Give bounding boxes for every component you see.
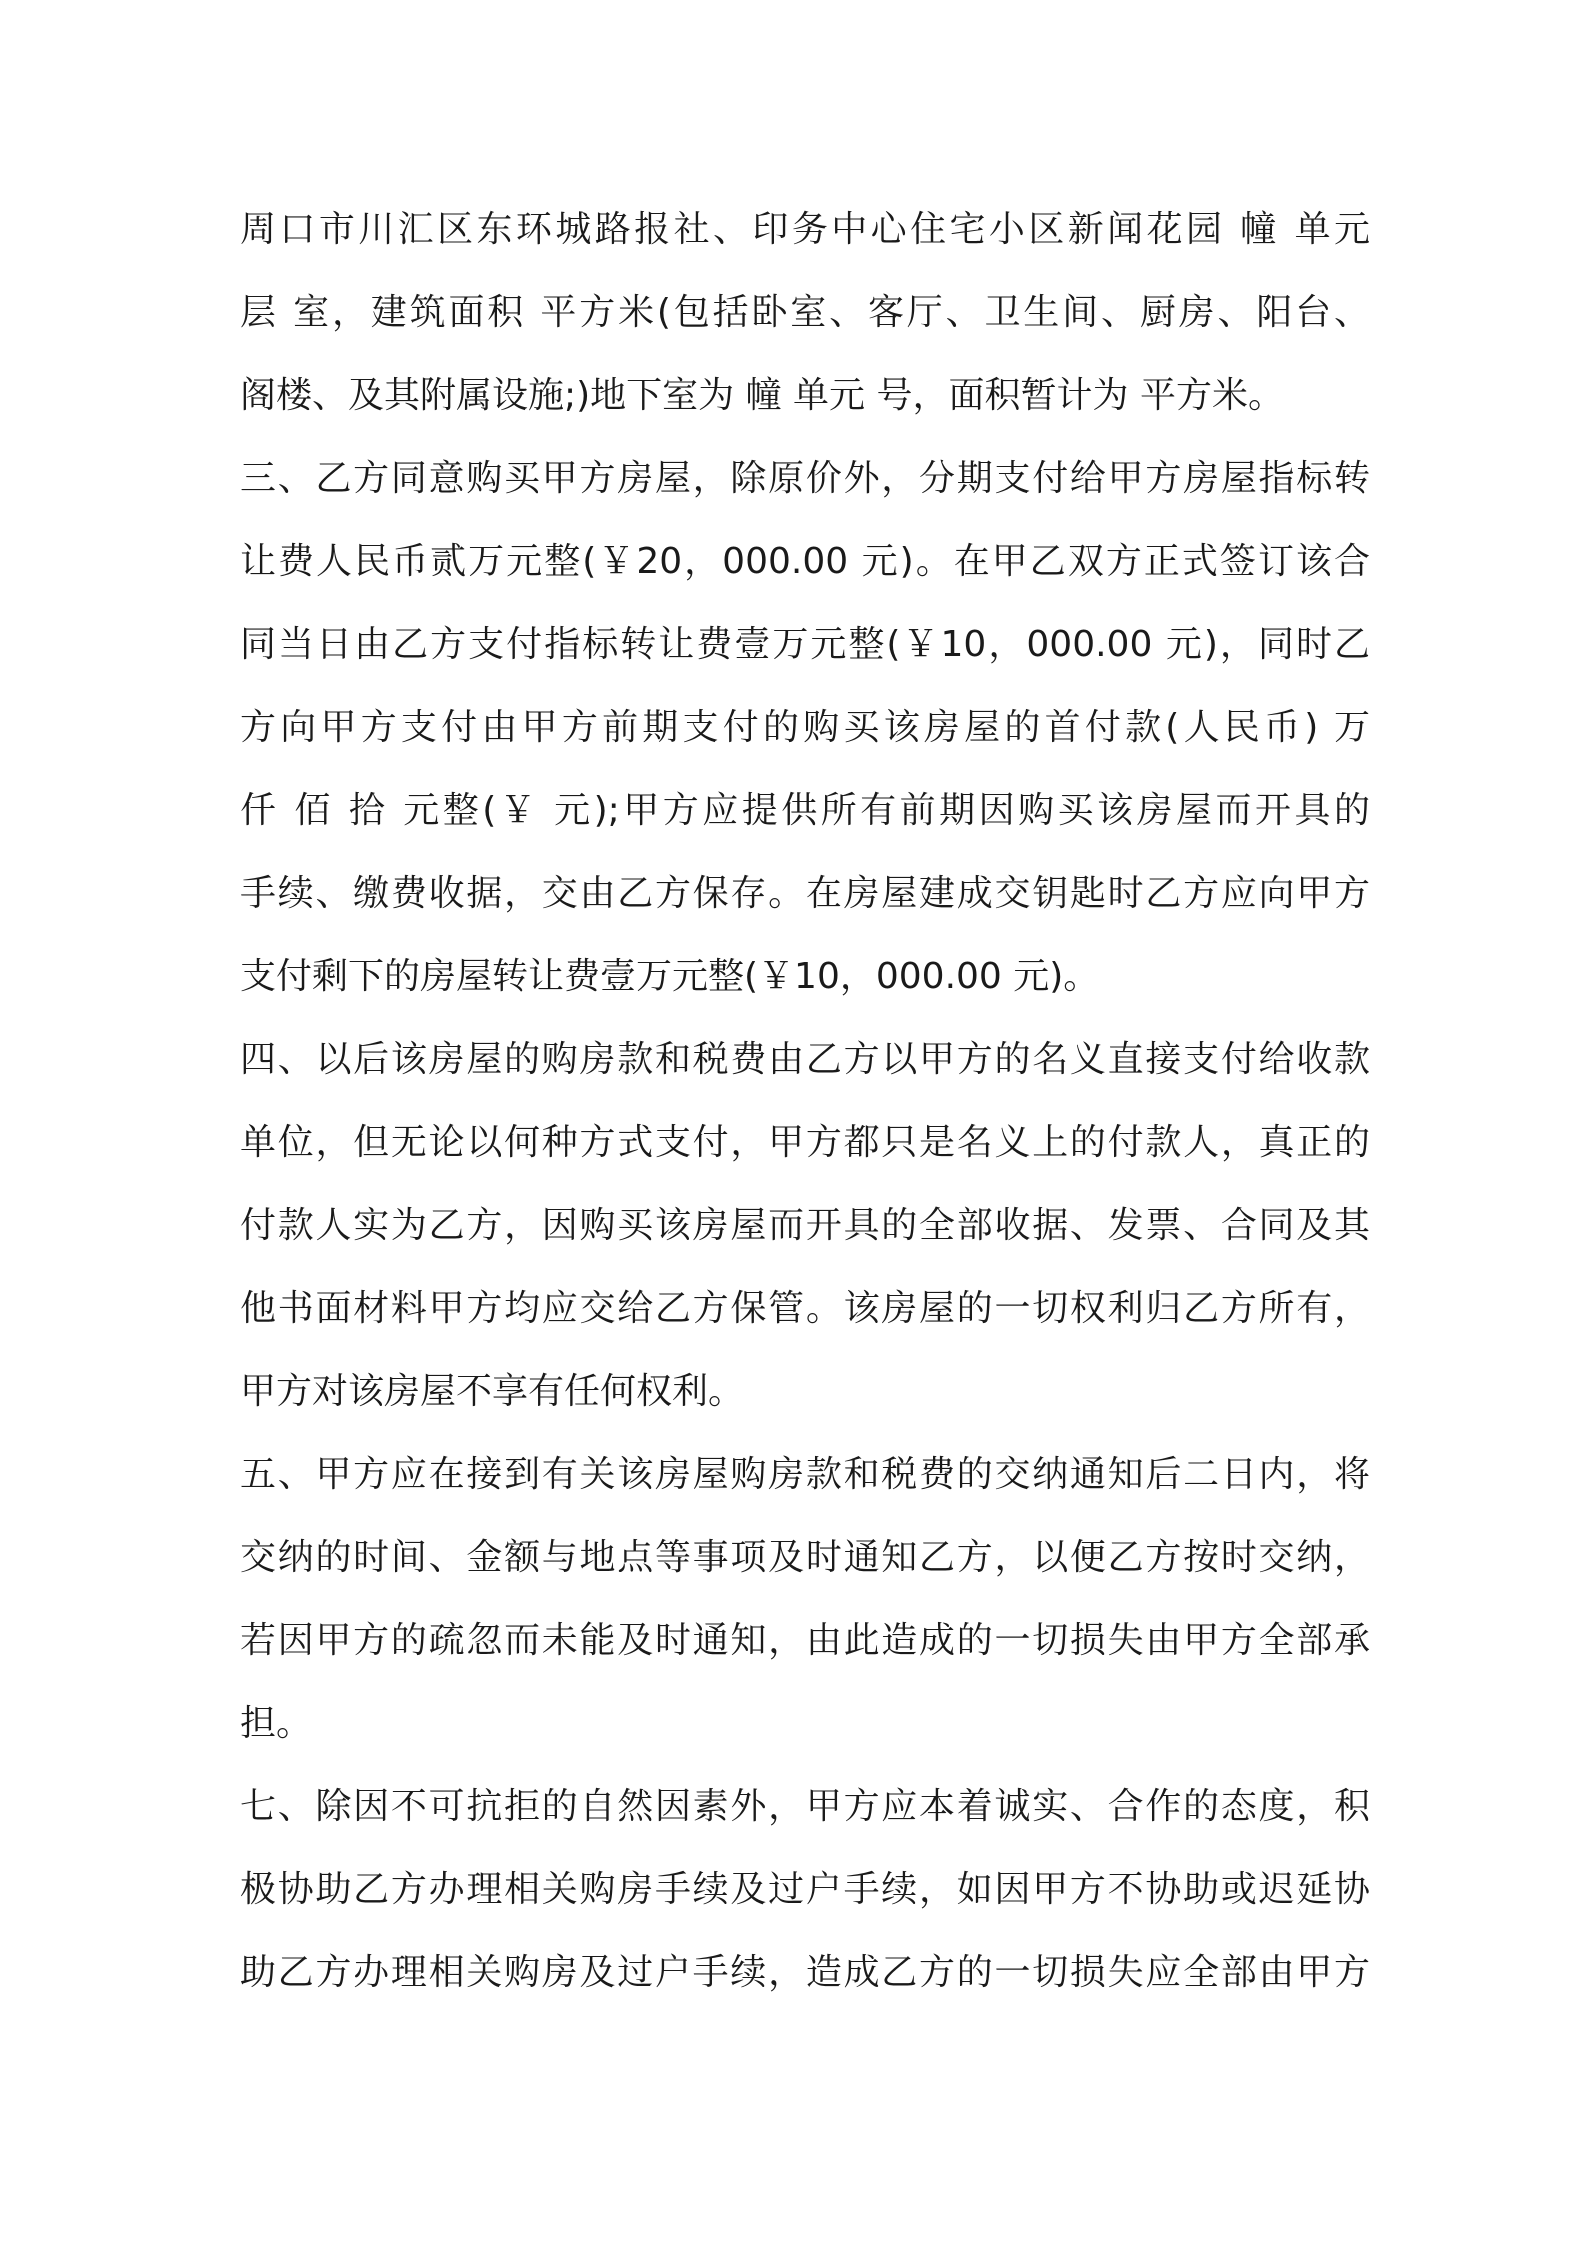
text-line: 三、乙方同意购买甲方房屋，除原价外，分期支付给甲方房屋指标转 xyxy=(240,458,1370,499)
text-line: 他书面材料甲方均应交给乙方保管。该房屋的一切权利归乙方所有， xyxy=(240,1288,1370,1329)
text-line: 方向甲方支付由甲方前期支付的购买该房屋的首付款(人民币) 万 xyxy=(240,707,1370,748)
text-line: 若因甲方的疏忽而未能及时通知，由此造成的一切损失由甲方全部承 xyxy=(240,1620,1370,1661)
text-line: 手续、缴费收据，交由乙方保存。在房屋建成交钥匙时乙方应向甲方 xyxy=(240,873,1370,914)
text-line: 同当日由乙方支付指标转让费壹万元整(￥10，000.00 元)，同时乙 xyxy=(240,624,1370,665)
text-line: 让费人民币贰万元整(￥20，000.00 元)。在甲乙双方正式签订该合 xyxy=(240,541,1370,582)
text-line: 五、甲方应在接到有关该房屋购房款和税费的交纳通知后二日内，将 xyxy=(240,1454,1370,1495)
text-line: 七、除因不可抗拒的自然因素外，甲方应本着诚实、合作的态度，积 xyxy=(240,1786,1370,1827)
text-line: 阁楼、及其附属设施;)地下室为 幢 单元 号，面积暂计为 平方米。 xyxy=(240,375,1284,416)
text-line: 仟 佰 拾 元整(￥ 元);甲方应提供所有前期因购买该房屋而开具的 xyxy=(240,790,1370,831)
text-line: 甲方对该房屋不享有任何权利。 xyxy=(240,1371,745,1412)
text-line: 四、以后该房屋的购房款和税费由乙方以甲方的名义直接支付给收款 xyxy=(240,1039,1370,1080)
contract-body xyxy=(240,188,1370,2014)
text-line: 极协助乙方办理相关购房手续及过户手续，如因甲方不协助或迟延协 xyxy=(240,1869,1370,1910)
text-line: 助乙方办理相关购房及过户手续，造成乙方的一切损失应全部由甲方 xyxy=(240,1952,1370,1993)
text-line: 支付剩下的房屋转让费壹万元整(￥10，000.00 元)。 xyxy=(240,956,1100,997)
text-line: 担。 xyxy=(240,1703,313,1744)
text-line: 交纳的时间、金额与地点等事项及时通知乙方，以便乙方按时交纳， xyxy=(240,1537,1370,1578)
text-line: 层 室，建筑面积 平方米(包括卧室、客厅、卫生间、厨房、阳台、 xyxy=(240,292,1370,333)
text-line: 周口市川汇区东环城路报社、印务中心住宅小区新闻花园 幢 单元 xyxy=(240,209,1370,250)
text-line: 单位，但无论以何种方式支付，甲方都只是名义上的付款人，真正的 xyxy=(240,1122,1370,1163)
text-line: 付款人实为乙方，因购买该房屋而开具的全部收据、发票、合同及其 xyxy=(240,1205,1370,1246)
